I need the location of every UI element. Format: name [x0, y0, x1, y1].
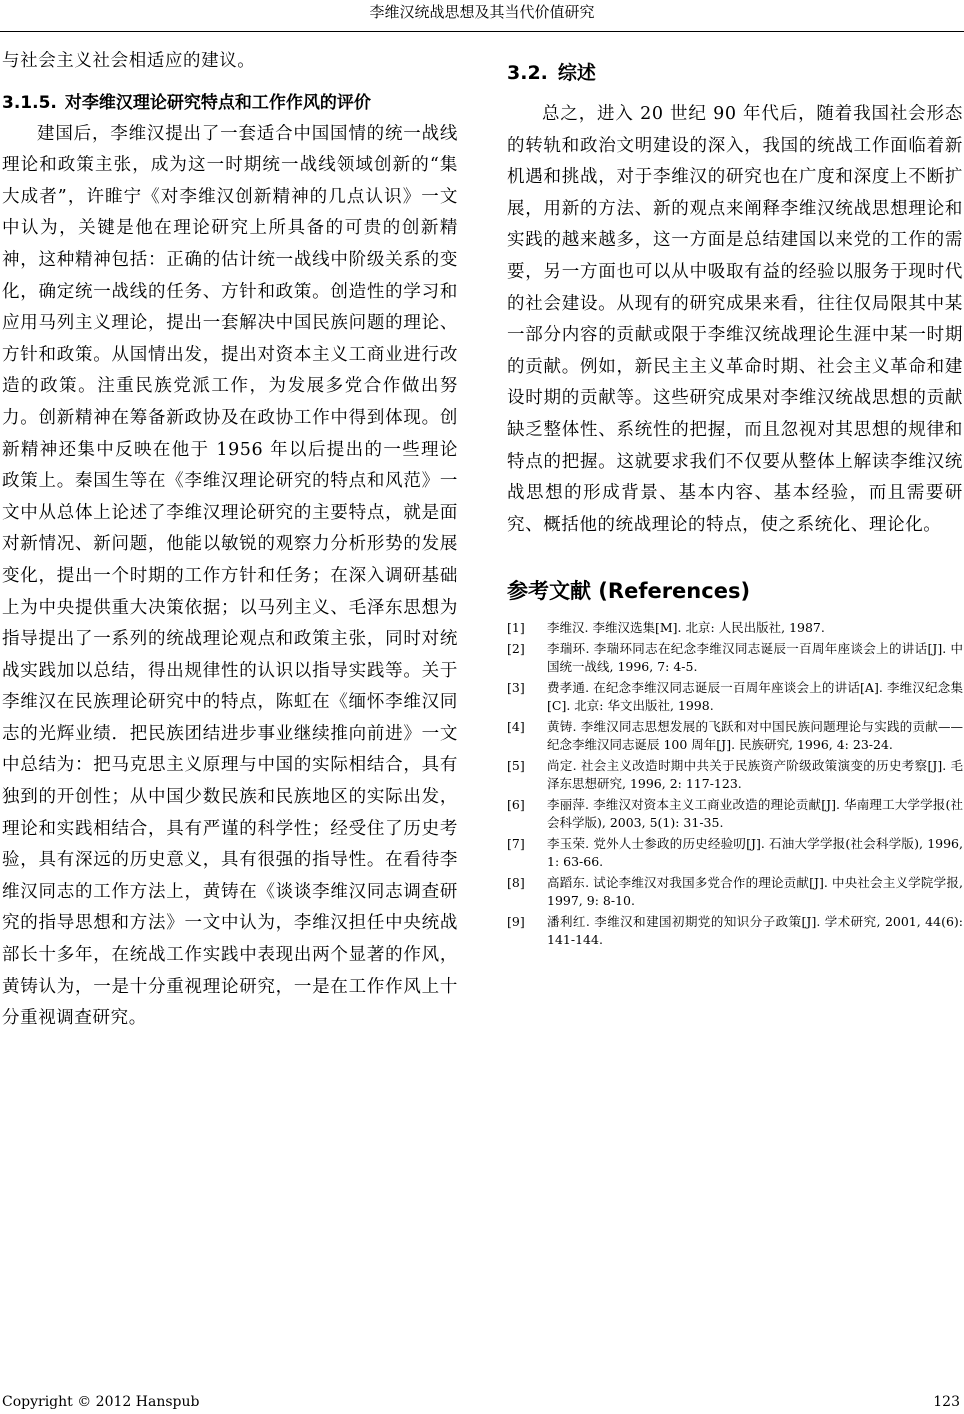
section-title: 综述	[557, 62, 596, 84]
reference-text: 潘利红. 李维汉和建国初期党的知识分子政策[J]. 学术研究, 2001, 44(6): 141-144.	[547, 913, 963, 948]
reference-number: [4]	[507, 718, 525, 734]
reference-number: [3]	[507, 679, 525, 695]
reference-text: 李维汉. 李维汉选集[M]. 北京: 人民出版社, 1987.	[547, 620, 825, 636]
reference-item	[507, 835, 963, 872]
reference-number: [2]	[507, 640, 525, 656]
section-heading-3-1-5	[2, 90, 458, 116]
reference-number: [6]	[507, 796, 525, 812]
running-header	[0, 2, 964, 32]
reference-text: 李玉荣. 党外人士参政的历史经验叨[J]. 石油大学学报(社会科学版), 1996, 1: 63-66.	[547, 835, 963, 870]
right-column	[507, 46, 963, 952]
reference-text: 李瑞环. 李瑞环同志在纪念李维汉同志诞辰一百周年座谈会上的讲话[J]. 中国统一战线, 1996, 7: 4-5.	[547, 640, 963, 675]
reference-number: [7]	[507, 835, 525, 851]
reference-text: 李丽萍. 李维汉对资本主义工商业改造的理论贡献[J]. 华南理工大学学报(社会科学版), 2003, 5(1): 31-35.	[547, 796, 963, 831]
reference-list	[507, 619, 963, 950]
running-header-title: 李维汉统战思想及其当代价值研究	[369, 3, 595, 21]
reference-item	[507, 757, 963, 794]
reference-text: 黄铸. 李维汉同志思想发展的飞跃和对中国民族问题理论与实践的贡献——纪念李维汉同志诞辰 100 周年[J]. 民族研究, 1996, 4: 23-24.	[547, 718, 963, 753]
reference-item	[507, 679, 963, 716]
reference-item	[507, 913, 963, 950]
references-heading: 参考文献 (References)	[507, 579, 751, 604]
reference-item	[507, 619, 963, 638]
footer-copyright: Copyright © 2012 Hanspub	[2, 1394, 200, 1410]
reference-text: 尚定. 社会主义改造时期中共关于民族资产阶级政策演变的历史考察[J]. 毛泽东思想研究, 1996, 2: 117-123.	[547, 757, 963, 792]
reference-text: 费孝通. 在纪念李维汉同志诞辰一百周年座谈会上的讲话[A]. 李维汉纪念集[C]. 北京: 华文出版社, 1998.	[547, 679, 963, 714]
page-number: 123	[933, 1394, 960, 1410]
section-number: 3.2.	[507, 62, 548, 84]
reference-item	[507, 796, 963, 833]
reference-number: [1]	[507, 620, 525, 636]
summary-paragraph: 总之，进入 20 世纪 90 年代后，随着我国社会形态的转轨和政治文明建设的深入，我国的统战工作面临着新机遇和挑战，对于李维汉的研究也在广度和深度上不断扩展，用新的方法、新的观点来阐释李维汉统战思想理论和实践的越来越多，这一方面是总结建国以来党的工作的需要，另一方面也可以从中吸取有益的经验以服务于现时代的社会建设。从现有的研究成果来看，往往仅局限其中某一部分内容的贡献或限于李维汉统战理论生涯中某一时期的贡献。例如，新民主主义革命时期、社会主义革命和建设时期的贡献等。这些研究成果对李维汉统战思想的贡献缺乏整体性、系统性的把握，而且忽视对其思想的规律和特点的把握。这就要求我们不仅要从整体上解读李维汉统战思想的形成背景、基本内容、基本经验，而且需要研究、概括他的统战理论的特点，使之系统化、理论化。	[507, 104, 963, 535]
left-column	[2, 46, 458, 1035]
body-paragraph: 建国后，李维汉提出了一套适合中国国情的统一战线理论和政策主张，成为这一时期统一战线领域创新的“集大成者”，许睢宁《对李维汉创新精神的几点认识》一文中认为，关键是他在理论研究上所具备的可贵的创新精神，这种精神包括：正确的估计统一战线中阶级关系的变化，确定统一战线的任务、方针和政策。创造性的学习和应用马列主义理论，提出一套解决中国民族问题的理论、方针和政策。从国情出发，提出对资本主义工商业进行改造的政策。注重民族党派工作，为发展多党合作做出努力。创新精神在筹备新政协及在政协工作中得到体现。创新精神还集中反映在他于 1956 年以后提出的一些理论政策上。秦国生等在《李维汉理论研究的特点和风范》一文中从总体上论述了李维汉理论研究的主要特点，就是面对新情况、新问题，他能以敏锐的观察力分析形势的发展变化，提出一个时期的工作方针和任务；在深入调研基础上为中央提供重大决策依据；以马列主义、毛泽东思想为指导提出了一系列的统战理论观点和政策主张，同时对统战实践加以总结，得出规律性的认识以指导实践等。关于李维汉在民族理论研究中的特点，陈虹在《缅怀李维汉同志的光辉业绩．把民族团结进步事业继续推向前进》一文中总结为：把马克思主义原理与中国的实际相结合，具有独到的开创性；从中国少数民族和民族地区的实际出发，理论和实践相结合，具有严谨的科学性；经受住了历史考验，具有深远的历史意义，具有很强的指导性。在看待李维汉同志的工作方法上，黄铸在《谈谈李维汉同志调查研究的指导思想和方法》一文中认为，李维汉担任中央统战部长十多年，在统战工作实践中表现出两个显著的作风，黄铸认为，一是十分重视理论研究，一是在工作作风上十分重视调查研究。	[2, 123, 458, 1029]
reference-number: [8]	[507, 874, 525, 890]
section-number: 3.1.5.	[2, 92, 57, 113]
continuation-paragraph: 与社会主义社会相适应的建议。	[2, 51, 256, 71]
reference-item	[507, 640, 963, 677]
reference-item	[507, 718, 963, 755]
reference-number: [9]	[507, 913, 525, 929]
section-title: 对李维汉理论研究特点和工作作风的评价	[64, 92, 371, 113]
reference-item	[507, 874, 963, 911]
reference-text: 高蹈东. 试论李维汉对我国多党合作的理论贡献[J]. 中央社会主义学院学报, 1997, 9: 8-10.	[547, 874, 963, 909]
section-heading-3-2	[507, 60, 963, 86]
reference-number: [5]	[507, 757, 525, 773]
